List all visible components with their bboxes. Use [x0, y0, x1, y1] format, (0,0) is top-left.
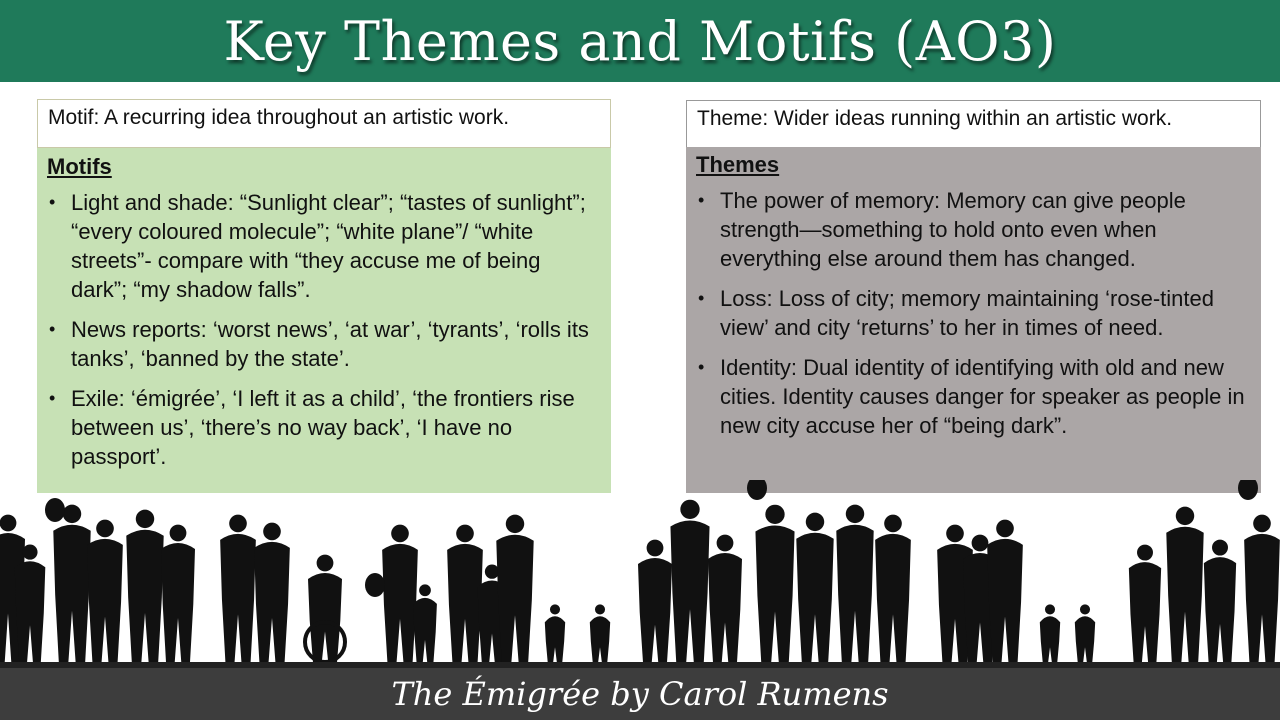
bullet-icon: •: [698, 190, 705, 210]
title-bar: [0, 0, 1280, 82]
motifs-list: [47, 188, 601, 471]
bullet-icon: •: [698, 357, 705, 377]
themes-list: [696, 186, 1251, 440]
list-item: [696, 186, 1251, 273]
bullet-icon: •: [49, 192, 56, 212]
theme-text: Loss: Loss of city; memory maintaining ‘rose-tinted view’ and city ‘returns’ to her in times of need.: [720, 286, 1214, 340]
list-item: [696, 353, 1251, 440]
footer-caption: The Émigrée by Carol Rumens: [391, 675, 889, 713]
list-item: [696, 284, 1251, 342]
crowd-silhouette-image: [0, 480, 1280, 670]
bullet-icon: •: [49, 319, 56, 339]
motifs-heading: Motifs: [47, 154, 112, 179]
motif-definition: Motif: A recurring idea throughout an artistic work.: [37, 99, 611, 148]
themes-heading: Themes: [696, 152, 780, 177]
theme-text: The power of memory: Memory can give people strength—something to hold onto even when everything else around them has changed.: [720, 188, 1186, 271]
list-item: [47, 384, 601, 471]
themes-panel: [686, 147, 1261, 493]
motif-text: Exile: ‘émigrée’, ‘I left it as a child’, ‘the frontiers rise between us’, ‘there’s no way back’, ‘I have no passport’.: [71, 386, 575, 469]
footer-bar: [0, 668, 1280, 720]
list-item: [47, 315, 601, 373]
theme-text: Identity: Dual identity of identifying with old and new cities. Identity causes danger for speaker as people in new city accuse her of “being dark”.: [720, 355, 1245, 438]
motif-text: Light and shade: “Sunlight clear”; “tastes of sunlight”; “every coloured molecule”; “white plane”/ “white streets”- compare with “they accuse me of being dark”; “my shadow falls”.: [71, 190, 586, 302]
motifs-panel: [37, 148, 611, 493]
theme-definition: Theme: Wider ideas running within an artistic work.: [686, 100, 1261, 148]
bullet-icon: •: [49, 388, 56, 408]
bullet-icon: •: [698, 288, 705, 308]
list-item: [47, 188, 601, 304]
motif-text: News reports: ‘worst news’, ‘at war’, ‘tyrants’, ‘rolls its tanks’, ‘banned by the state’.: [71, 317, 589, 371]
slide-title: Key Themes and Motifs (AO3): [223, 9, 1057, 73]
